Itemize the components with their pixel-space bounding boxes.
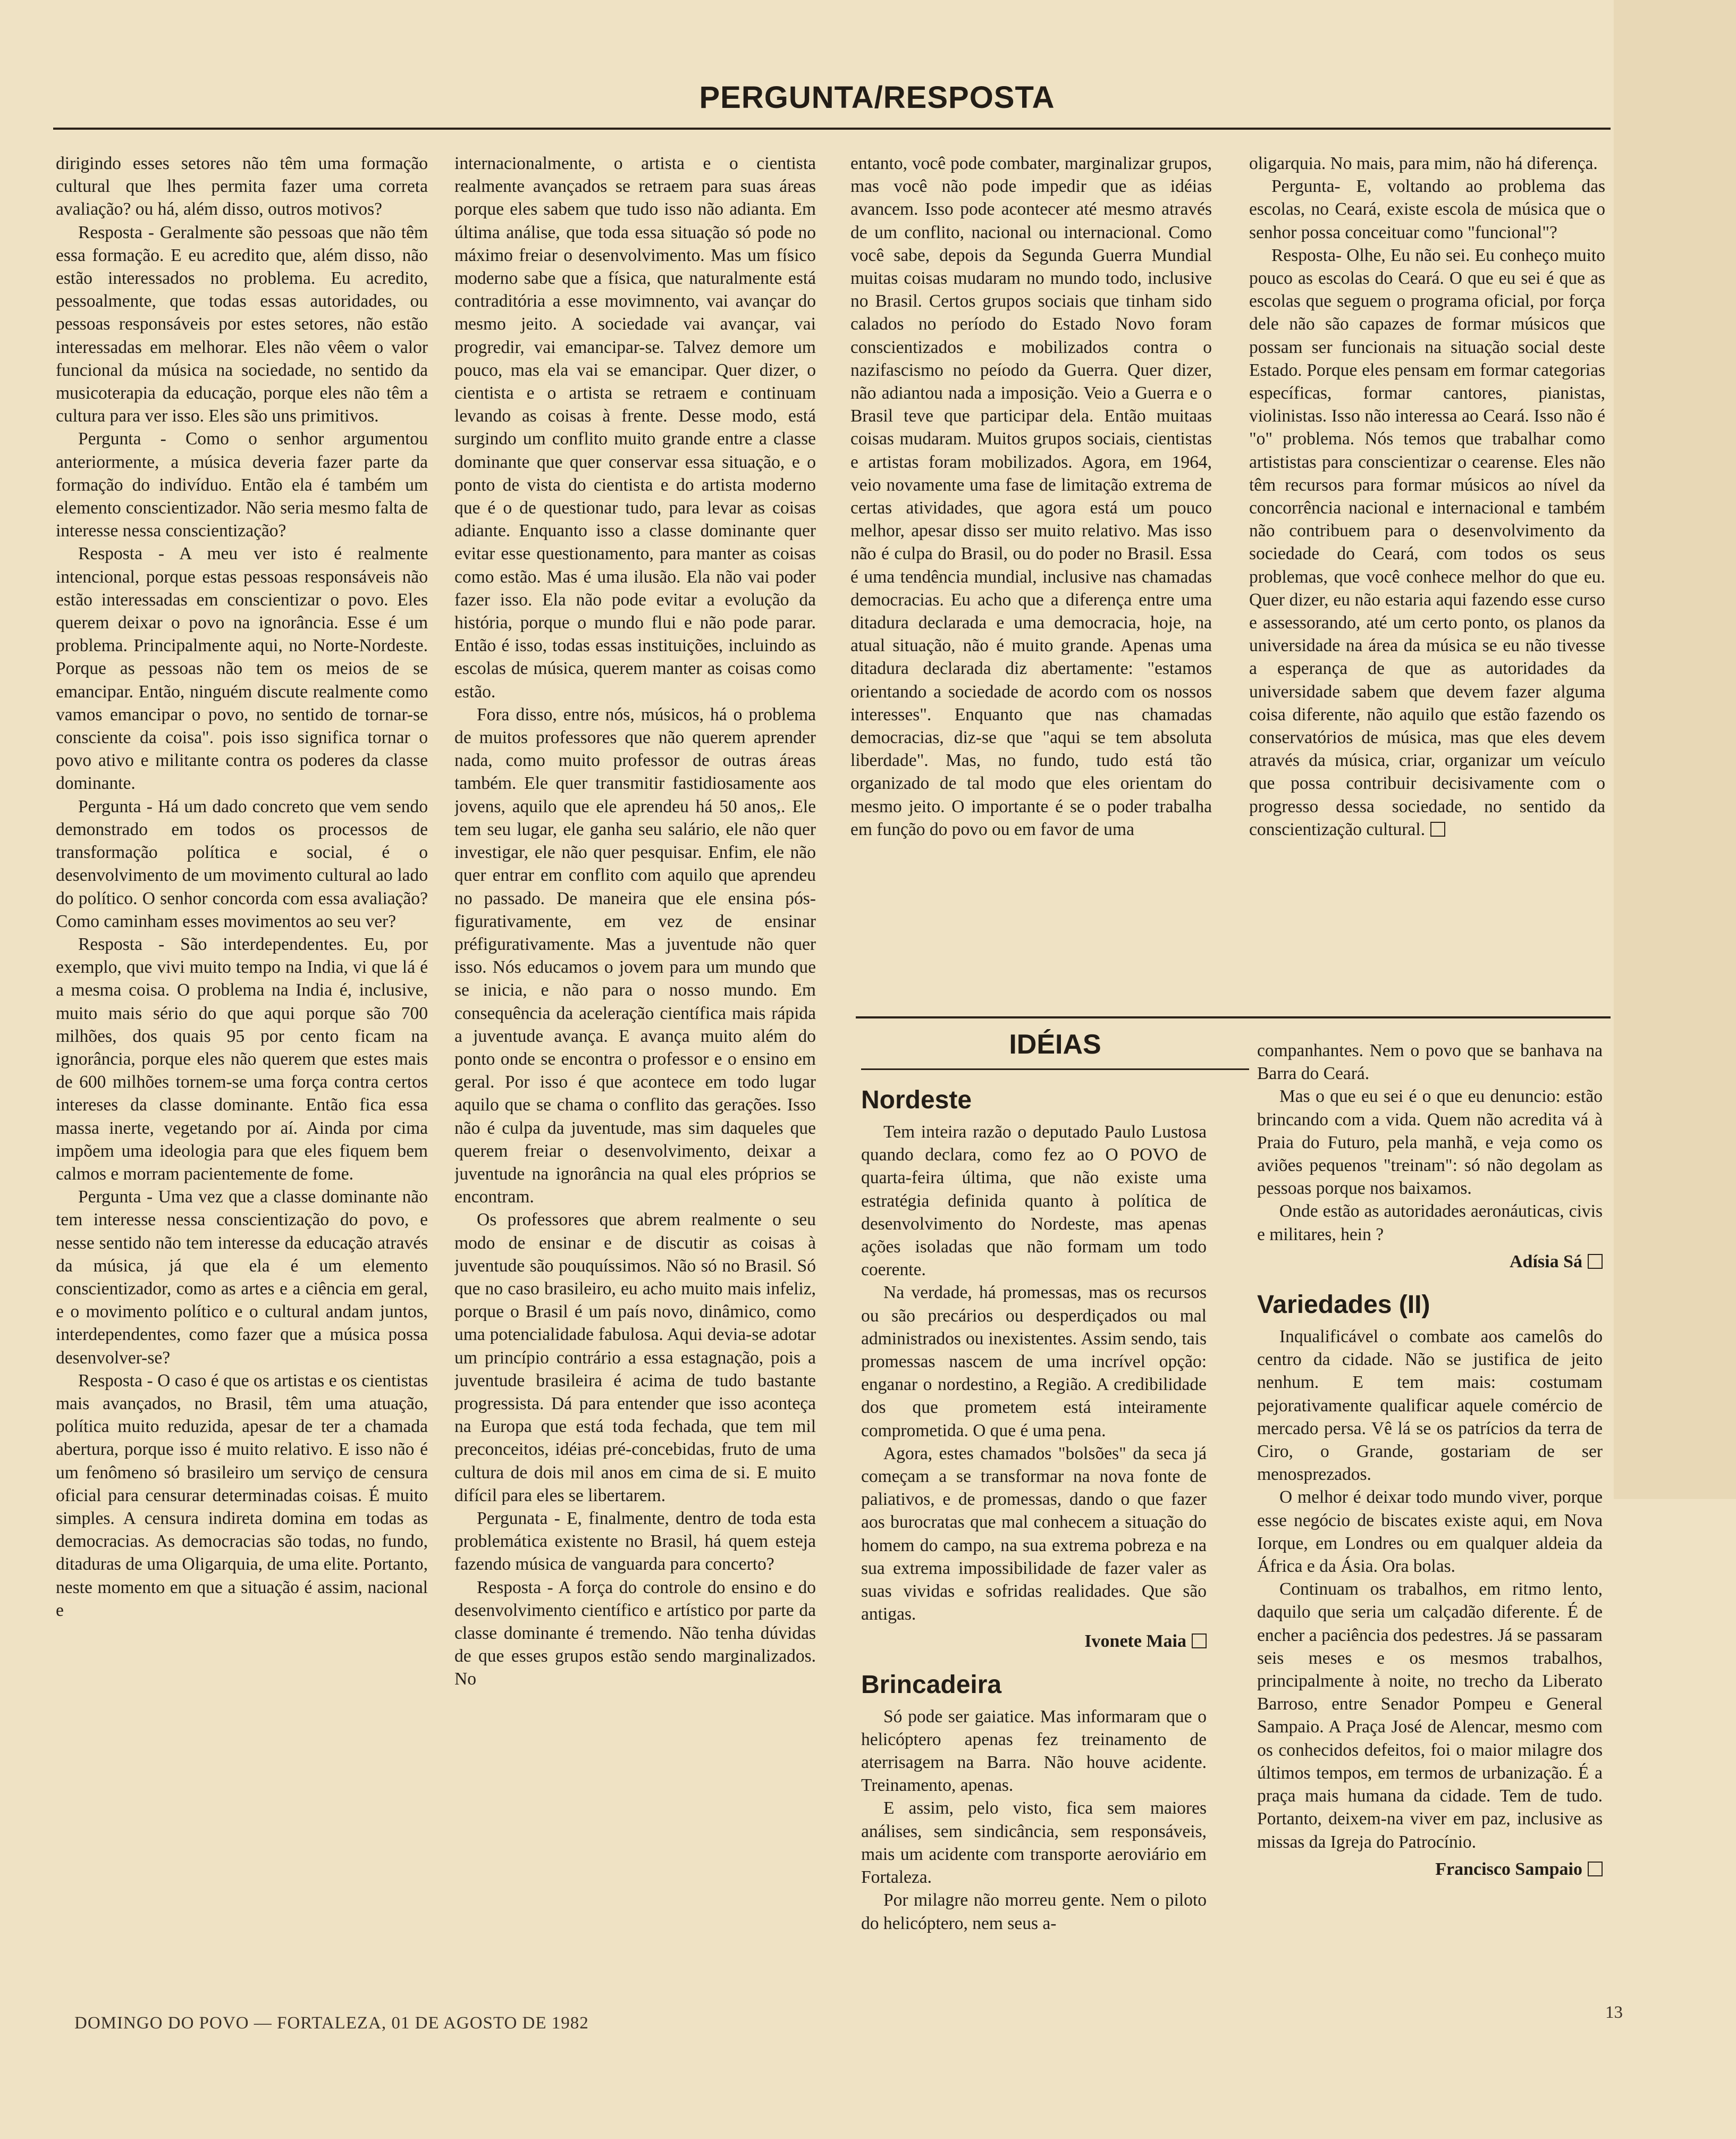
paragraph: entanto, você pode combater, marginalizar grupos, mas você não pode impedir que as idéias avancem. Isso pode acontecer até mesmo através de um conflito, nacional ou internacional. Como você sabe, depois da Segunda Guerra Mundial muitas coisas mudaram no mundo todo, inclusive no Brasil. Certos grupos sociais que tinham sido calados no período do Estado Novo foram conscientizados e mobilizados contra o nazifascismo no peíodo da Guerra. Quer dizer, não adiantou nada a imposição. Veio a Guerra e o Brasil teve que participar dela. Então muitaas coisas mudaram. Muitos grupos sociais, cientistas e artistas foram mobilizados. Agora, em 1964, veio novamente uma fase de limitação extrema de certas atividades, que agora está um pouco melhor, apesar disso ser muito relativo. Mas isso não é culpa do Brasil, ou do poder no Brasil. Essa é uma tendência mundial, inclusive nas chamadas democracias. Eu acho que a diferença entre uma ditadura declarada e uma democracia, hoje, na atual situação, não é muito grande. Apenas uma ditadura declarada diz abertamente: "estamos orientando a sociedade de acordo com os nossos interesses". Enquanto que nas chamadas democracias, diz-se que "aqui se tem absoluta liberdade". Mas, no fundo, tudo está tão organizado de tal modo que eles orientam do mesmo jeito. O importante é se o poder trabalha em função do povo ou em favor de uma xyxy=(850,154,1212,839)
page-number: 13 xyxy=(1605,2003,1623,2022)
author-signature: Adísia Sá xyxy=(1257,1250,1603,1273)
paragraph: Pergunta- E, voltando ao problema das escolas, no Ceará, existe escola de música que o senhor possa conceituar como "funcional"? xyxy=(1249,176,1605,242)
paragraph: Resposta- Olhe, Eu não sei. Eu conheço muito pouco as escolas do Ceará. O que eu sei é que as escolas que seguem o programa oficial, por força dele não são capazes de formar músicos que possam ser funcionais na situação social deste Estado. Porque eles pensam em formar categorias específicas, formar cantores, pianistas, violinistas. Isso não interessa ao Ceará. Isso não é "o" problema. Nós temos que trabalhar como artististas para conscientizar o cearense. Eles não têm recursos para formar músicos ao nível da concorrência nacional e internacional e também não contribuem para o desenvolvimento da sociedade do Ceará, com todos os seus problemas, que você conhece melhor do que eu. Quer dizer, eu não estaria aqui fazendo esse curso e assessorando, até um certo ponto, os planos da universidade na área da música se eu não tivesse a esperança de que as autoridades da universidade sabem que devem fazer alguma coisa diferente, não aquilo que estão fazendo os conservatórios de música, mas que eles devem através da música, criar, organizar um veículo que possa contribuir decisivamente com o progresso dessa sociedade, no sentido da conscientização cultural. xyxy=(1249,245,1605,839)
paragraph: Continuam os trabalhos, em ritmo lento, daquilo que seria um calçadão diferente. É de encher a paciência dos pedestres. Já se passaram seis meses e os mesmos trabalhos, principalmente à noite, no trecho da Liberato Barroso, entre Senador Pompeu e General Sampaio. A Praça José de Alencar, mesmo com os conhecidos defeitos, foi o maior milagre dos últimos tempos, em termos de urbanização. É a praça mais humana da cidade. Tem de tudo. Portanto, deixem-na viver em paz, inclusive as missas da Igreja do Patrocínio. xyxy=(1257,1579,1603,1852)
header-rule xyxy=(53,128,1611,130)
end-mark-icon xyxy=(1588,1254,1603,1269)
end-mark-icon xyxy=(1588,1862,1603,1876)
interview-column-2 xyxy=(454,152,816,1991)
paragraph: Resposta - O caso é que os artistas e os cientistas mais avançados, no Brasil, têm uma atuação, política muito reduzida, apesar de ter a chamada abertura, porque isso é muito relativo. E isso não é um fenômeno só brasileiro um serviço de censura oficial para censurar determinadas coisas. É muito simples. A censura indireta domina em todas as democracias. As democracias são todas, no fundo, ditaduras de uma Oligarquia, de uma elite. Portanto, neste momento em que a situação é assim, nacional e xyxy=(56,1370,428,1620)
paragraph: Resposta - A força do controle do ensino e do desenvolvimento científico e artístico por parte da classe dominante é tremendo. Não tenha dúvidas de que esses grupos estão sendo marginalizados. No xyxy=(454,1577,816,1689)
ideias-title: IDÉIAS xyxy=(1009,1029,1101,1060)
paragraph: dirigindo esses setores não têm uma formação cultural que lhes permita fazer uma correta avaliação? ou há, além disso, outros motivos? xyxy=(56,154,428,220)
ideias-column-2 xyxy=(1257,1039,1603,1991)
section-title: PERGUNTA/RESPOSTA xyxy=(699,80,1055,115)
paragraph: Pergunata - E, finalmente, dentro de toda esta problemática existente no Brasil, há quem esteja fazendo música de vanguarda para concerto? xyxy=(454,1508,816,1574)
end-mark-icon xyxy=(1192,1633,1207,1648)
paragraph: Só pode ser gaiatice. Mas informaram que o helicóptero apenas fez treinamento de aterrisagem na Barra. Não houve acidente. Treinamento, apenas. xyxy=(861,1706,1207,1796)
paragraph: Na verdade, há promessas, mas os recursos ou são precários ou desperdiçados ou mal administrados ou inexistentes. Assim sendo, tais promessas nascem de uma incrível opção: enganar o nordestino, a Região. A credibilidade dos que prometem está inteiramente comprometida. O que é uma pena. xyxy=(861,1283,1207,1441)
ideias-column-1 xyxy=(861,1084,1207,1988)
paragraph: Por milagre não morreu gente. Nem o piloto do helicóptero, nem seus a- xyxy=(861,1890,1207,1933)
article-heading-variedades: Variedades (II) xyxy=(1257,1291,1430,1319)
paragraph: oligarquia. No mais, para mim, não há diferença. xyxy=(1249,154,1598,173)
page-edge-shadow xyxy=(1614,0,1736,1499)
paragraph: internacionalmente, o artista e o cientista realmente avançados se retraem para suas áreas porque eles sabem que tudo isso não adianta. Em última análise, que toda essa situação só pode no máximo freiar o desenvolvimento. Mas um físico moderno sabe que a física, que naturalmente está contraditória a esse movimnento, vai avançar do mesmo jeito. A sociedade vai avançar, vai progredir, vai emancipar-se. Talvez demore um pouco, mas ela vai se emancipar. Quer dizer, o cientista e o artista se retraem e continuam levando as coisas à frente. Desse modo, está surgindo um conflito muito grande entre a classe dominante que quer conservar essa situação, e o ponto de vista do cientista e do artista moderno que é o de questionar tudo, para levar as coisas adiante. Enquanto isso a classe dominante quer evitar esse questionamento, para manter as coisas como estão. Mas é uma ilusão. Ela não vai poder fazer isso. Ela não pode evitar a evolução da história, porque o mundo flui e não pode parar. Então é isso, todas essas instituições, incluindo as escolas de música, querem manter as coisas como estão. xyxy=(454,154,816,702)
footer-publication: DOMINGO DO POVO — FORTALEZA, 01 DE AGOSTO DE 1982 xyxy=(74,2014,589,2033)
paragraph: Resposta - São interdependentes. Eu, por exemplo, que vivi muito tempo na India, vi que lá é a mesma coisa. O problema na India é, inclusive, muito mais sério do que aqui porque são 700 milhões, dos quais 95 por cento ficam na ignorância, porque eles não querem que estes mais de 600 milhões tornem-se uma força contra certos intereses da classe dominante. Então fica essa massa inerte, vegetando por aí. Ainda por cima impõem uma ideologia para que eles fiquem bem calmos e morram pacientemente de fome. xyxy=(56,934,428,1184)
paragraph: Fora disso, entre nós, músicos, há o problema de muitos professores que não querem aprender nada, como muito professor de outras áreas também. Ele quer transmitir fastidiosamente aos jovens, aquilo que ele aprendeu há 50 anos,. Ele tem seu lugar, ele ganha seu salário, ele não quer investigar, ele não quer pesquisar. Enfim, ele não quer entrar em conflito com aquilo que aprendeu no passado. De maneira que ele ensina pós-figurativamente, em vez de ensinar préfigurativamente. Mas a juventude não quer isso. Nós educamos o jovem para um mundo que se inicia, e não para o nosso mundo. Em consequência da aceleração científica mais rápida a juventude avança. E avança muito além do ponto onde se encontra o professor e o ensino em geral. Por isso é que acontece em todo lugar aquilo que se chama o conflito das gerações. Isso não é culpa da juventude, mas sim daqueles que querem freiar o desenvolvimento, deixar a juventude na ignorância na qual eles próprios se encontram. xyxy=(454,704,816,1207)
paragraph: Pergunta - Há um dado concreto que vem sendo demonstrado em todos os processos de transformação política e social, é o desenvolvimento de um movimento cultural ao lado do político. O senhor concorda com essa avaliação? Como caminham esses movimentos ao seu ver? xyxy=(56,796,428,931)
paragraph: Resposta - A meu ver isto é realmente intencional, porque estas pessoas responsáveis não estão interessadas em conscientizar o povo. Eles querem deixar o povo na ignorância. Esse é um problema. Principalmente aqui, no Norte-Nordeste. Porque as pessoas não tem os meios de se emancipar. Então, ninguém discute realmente como vamos emancipar o povo, no sentido de tornar-se consciente da coisa". pois isso significa tornar o povo ativo e militante contra os poderes da classe dominante. xyxy=(56,544,428,794)
author-signature: Ivonete Maia xyxy=(861,1630,1207,1653)
paragraph: E assim, pelo visto, fica sem maiores análises, sem sindicância, sem responsáveis, mais um acidente com transporte aeroviário em Fortaleza. xyxy=(861,1798,1207,1888)
section-divider xyxy=(856,1016,1611,1018)
interview-column-4 xyxy=(1249,152,1605,1003)
paragraph: O melhor é deixar todo mundo viver, porque esse negócio de biscates existe aqui, em Nova Iorque, em Londres ou em qualquer aldeia da África e da Ásia. Ora bolas. xyxy=(1257,1487,1603,1577)
paragraph: Inqualificável o combate aos camelôs do centro da cidade. Não se justifica de jeito nenhum. E tem mais: costumam pejorativamente qualificar aquele comércio de mercado persa. Vê lá se os patrícios da terra de Ciro, o Grande, gostariam de ser menosprezados. xyxy=(1257,1327,1603,1485)
end-mark-icon xyxy=(1430,822,1445,837)
article-heading-brincadeira: Brincadeira xyxy=(861,1670,1002,1699)
paragraph: Resposta - Geralmente são pessoas que não têm essa formação. E eu acredito que, além disso, não estão interessados no problema. Eu acredito, pessoalmente, que todas essas autoridades, ou pessoas responsáveis por estes setores, não estão interessadas em melhorar. Eles não vêem o valor funcional da música na sociedade, no sentido da musicoterapia da educação, porque eles não têm a cultura para ver isso. Eles são uns primitivos. xyxy=(56,222,428,426)
paragraph: Os professores que abrem realmente o seu modo de ensinar e de discutir as coisas à juventude são pouquíssimos. Não só no Brasil. Só que no caso brasileiro, eu acho muito mais infeliz, porque o Brasil é um país novo, dinâmico, como uma potencialidade fabulosa. Aqui devia-se adotar um princípio contrário a essa estagnação, pois a juventude brasileira é acima de tudo bastante progressista. Dá para entender que isso aconteça na Europa que está toda fechada, que tem mil preconceitos, idéias pré-concebidas, fruto de uma cultura de dois mil anos em cima de si. E muito difícil para eles se libertarem. xyxy=(454,1210,816,1505)
interview-column-1 xyxy=(56,152,428,1991)
paragraph: Mas o que eu sei é o que eu denuncio: estão brincando com a vida. Quem não acredita vá à Praia do Futuro, pela manhã, e veja como os aviões pequenos "treinam": só não degolam as pessoas porque nos baixamos. xyxy=(1257,1087,1603,1199)
paragraph: Pergunta - Como o senhor argumentou anteriormente, a música deveria fazer parte da formação do indivíduo. Então ela é também um elemento conscientizador. Não seria mesmo falta de interesse nessa conscientização? xyxy=(56,429,428,541)
paragraph: Tem inteira razão o deputado Paulo Lustosa quando declara, como fez ao O POVO de quarta-feira última, que não existe uma estratégia definida quanto à política de desenvolvimento do Nordeste, mas apenas ações isoladas que não formam um todo coerente. xyxy=(861,1122,1207,1280)
paragraph: Pergunta - Uma vez que a classe dominante não tem interesse nessa conscientização do povo, e nesse sentido não tem interesse da educação através da música, já que ela é um elemento conscientizador, como as artes e a ciência em geral, e o movimento político e o cultural andam juntos, interdependentes, como fazer que a música possa desenvolver-se? xyxy=(56,1187,428,1368)
ideias-rule xyxy=(861,1068,1249,1070)
interview-column-3 xyxy=(850,152,1212,1003)
author-signature: Francisco Sampaio xyxy=(1257,1858,1603,1881)
article-heading-nordeste: Nordeste xyxy=(861,1086,972,1114)
paragraph: Agora, estes chamados "bolsões" da seca já começam a se transformar na nova fonte de paliativos, e de promessas, dando o que fazer aos burocratas que mal conhecem a situação do homem do campo, na sua extrema pobreza e na sua extrema impossibilidade de fazer valer as suas vividas e sofridas realidades. Que são antigas. xyxy=(861,1443,1207,1624)
paragraph: companhantes. Nem o povo que se banhava na Barra do Ceará. xyxy=(1257,1041,1603,1084)
paragraph: Onde estão as autoridades aeronáuticas, civis e militares, hein ? xyxy=(1257,1201,1603,1244)
